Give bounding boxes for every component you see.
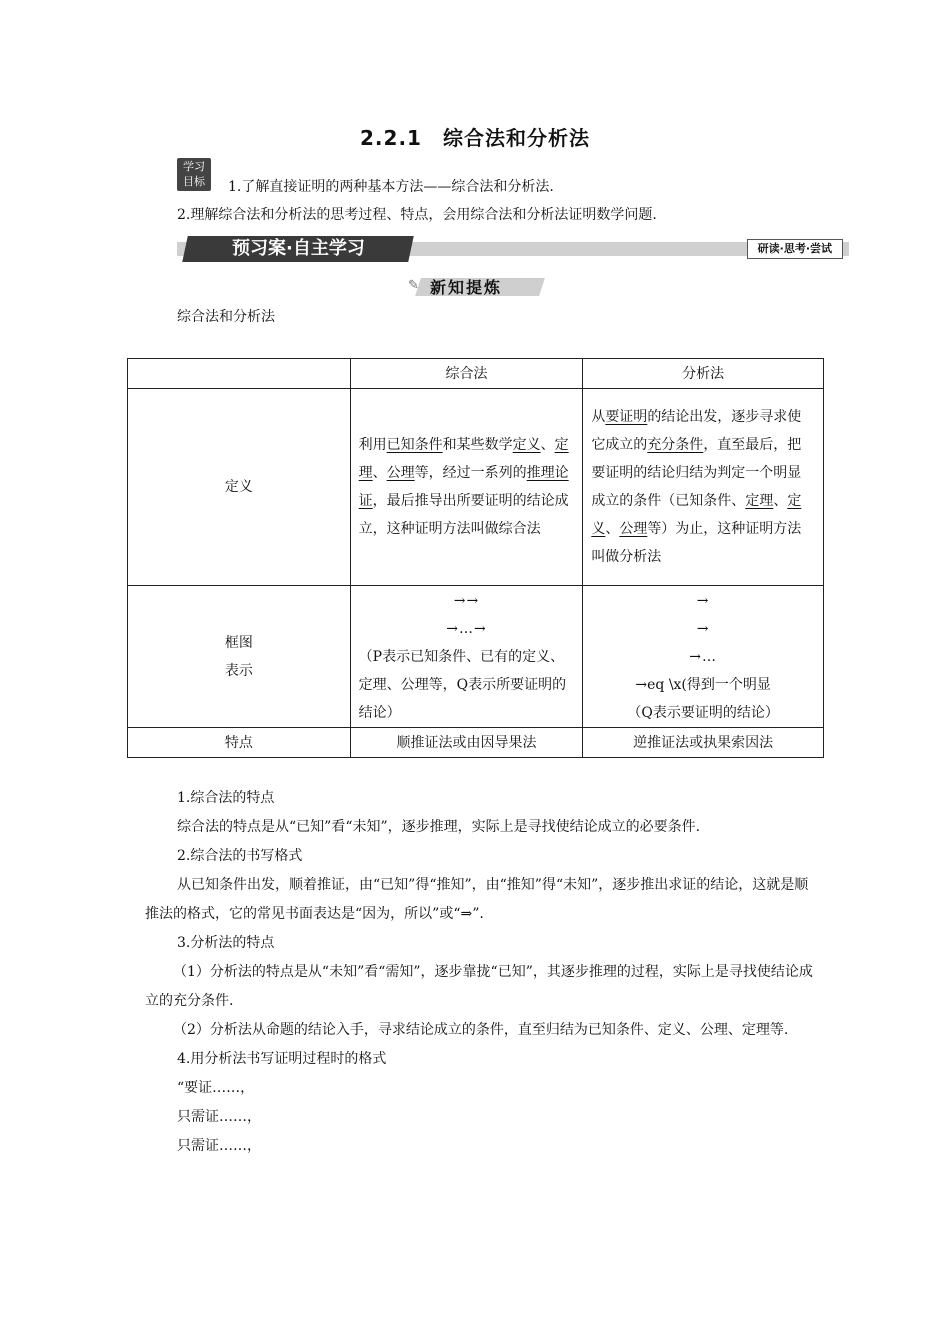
banner-main-label: 预习案·自主学习 [231, 238, 365, 259]
header-analysis: 分析法 [583, 359, 824, 389]
analysis-arrows-4: →eq \x(得到一个明显 [635, 676, 771, 693]
synthesis-definition: 利用已知条件和某些数学定义、定理、公理等，经过一系列的推理论证，最后推导出所要证明的结论成立，这种证明方法叫做综合法 [350, 389, 583, 586]
synthesis-feature: 顺推证法或由因导果法 [350, 728, 583, 758]
note-4-line-2: 只需证……， [177, 1109, 261, 1125]
banner-main [182, 236, 414, 262]
header-synthesis: 综合法 [350, 359, 583, 389]
table-header-row [128, 359, 824, 389]
feature-label: 特点 [128, 728, 351, 758]
table-row-diagram [128, 586, 824, 728]
synthesis-diagram-note: （P表示已知条件、已有的定义、定理、公理等，Q表示所要证明的结论） [358, 648, 567, 721]
note-2-body: 从已知条件出发，顺着推证，由“已知”得“推知”，由“推知”得“未知”，逐步推出求证的结论，这就是顺推法的格式，它的常见书面表达是“因为，所以”或“⇒”. [145, 877, 809, 922]
synthesis-diagram [350, 586, 583, 728]
analysis-diagram [583, 586, 824, 728]
objective-2: 2.理解综合法和分析法的思考过程、特点，会用综合法和分析法证明数学问题. [177, 207, 657, 223]
note-2-title: 2.综合法的书写格式 [177, 848, 303, 864]
comparison-table [127, 358, 824, 758]
pencil-icon: ✎ [408, 278, 419, 293]
note-3-title: 3.分析法的特点 [177, 935, 275, 951]
note-3-para-1: （1）分析法的特点是从“未知”看“需知”，逐步靠拢“已知”，其逐步推理的过程，实际上是寻找使结论成立的充分条件. [145, 964, 813, 1009]
page-title: 2.2.1 综合法和分析法 [360, 126, 590, 150]
tag-line-1: 学习 [183, 160, 205, 173]
diagram-label-line-2: 表示 [224, 662, 253, 679]
objective-1: 1.了解直接证明的两种基本方法——综合法和分析法. [228, 179, 554, 195]
subheading-box [408, 274, 538, 298]
note-4-line-1: “要证……， [177, 1080, 255, 1096]
synthesis-arrows-1: →→ [453, 592, 480, 609]
analysis-diagram-note: （Q表示要证明的结论） [627, 704, 779, 721]
analysis-feature: 逆推证法或执果索因法 [583, 728, 824, 758]
definition-label: 定义 [128, 389, 351, 586]
note-3-para-2: （2）分析法从命题的结论入手，寻求结论成立的条件，直至归结为已知条件、定义、公理、定理等. [173, 1022, 789, 1038]
note-1-body: 综合法的特点是从“已知”看“未知”，逐步推理，实际上是寻找使结论成立的必要条件. [177, 819, 701, 835]
analysis-definition: 从要证明的结论出发，逐步寻求使它成立的充分条件，直至最后，把要证明的结论归结为判定一个明显成立的条件（已知条件、定理、定义、公理等）为止，这种证明方法叫做分析法 [583, 389, 824, 586]
section-banner [177, 236, 849, 262]
table-row-definition [128, 389, 824, 586]
analysis-arrows-2: → [696, 620, 710, 637]
note-4-line-3: 只需证……， [177, 1138, 261, 1154]
tag-line-2: 目标 [183, 175, 205, 188]
table-row-feature [128, 728, 824, 758]
note-4-title: 4.用分析法书写证明过程时的格式 [177, 1051, 387, 1067]
analysis-arrows-1: → [696, 592, 710, 609]
diagram-label [128, 586, 351, 728]
header-empty [128, 359, 351, 389]
notes [145, 784, 815, 1161]
analysis-arrows-3: →… [689, 648, 718, 665]
subheading: 新知提炼 [430, 278, 503, 297]
banner-right-label: 研读·思考·尝试 [747, 239, 843, 259]
diagram-label-line-1: 框图 [224, 634, 253, 651]
synthesis-arrows-2: →…→ [446, 620, 487, 637]
section-title: 综合法和分析法 [177, 309, 275, 325]
note-1-title: 1.综合法的特点 [177, 790, 275, 806]
learning-goals-tag [177, 158, 211, 191]
